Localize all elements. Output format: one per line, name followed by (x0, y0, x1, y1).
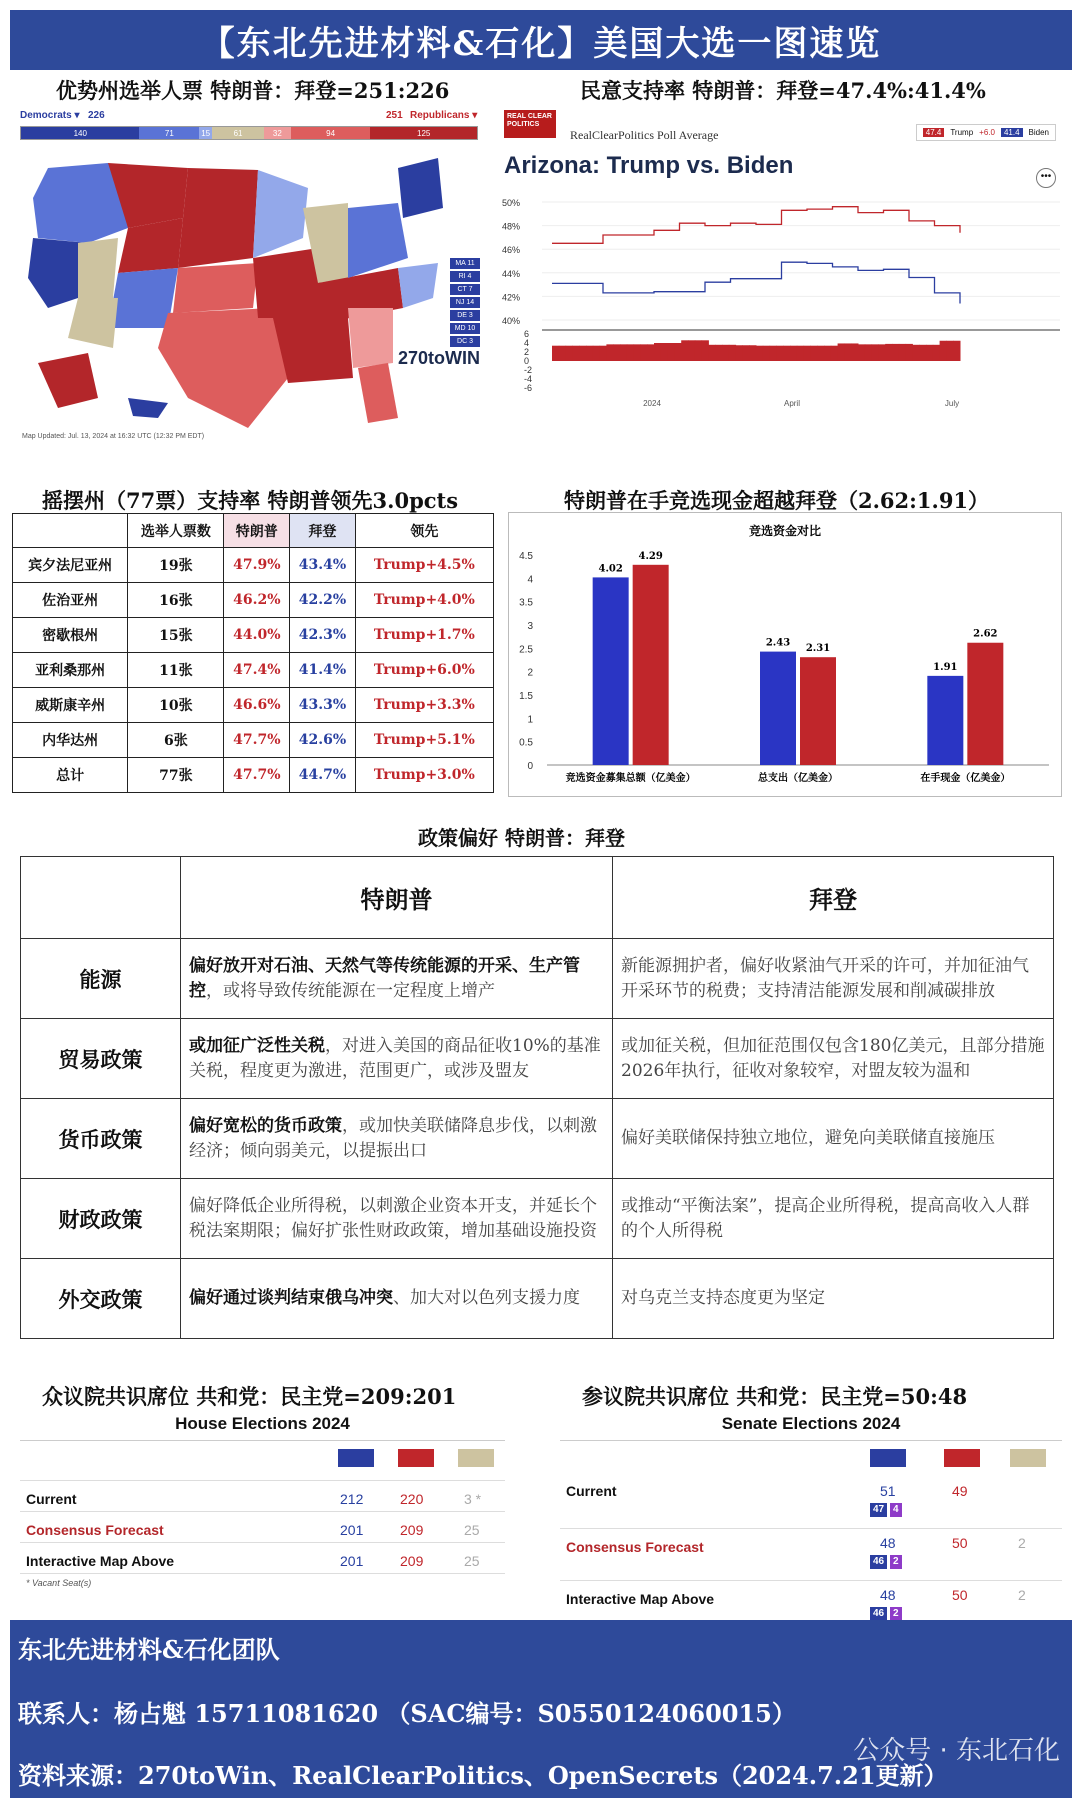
lead-bar (742, 345, 749, 361)
lead-bar (878, 344, 885, 361)
state-name: 密歇根州 (13, 618, 128, 653)
funds-bar-label: 2.62 (973, 628, 998, 640)
policy-header-empty (21, 857, 181, 939)
trump-share: 47.7% (224, 723, 290, 758)
other-swatch (458, 1449, 494, 1467)
trump-policy (181, 939, 613, 1019)
lead-bar (838, 343, 845, 361)
biden-share: 44.7% (290, 758, 356, 793)
biden-policy: 或推动“平衡法案”，提高企业所得税，提高高收入人群的个人所得税 (613, 1179, 1054, 1259)
ind-caucus-seats: 2 (890, 1607, 902, 1621)
trump-share: 44.0% (224, 618, 290, 653)
lead-ytick: 6 (524, 329, 530, 339)
lead-bar (899, 344, 906, 361)
poll-xtick: April (783, 399, 801, 408)
lead-value: Trump+5.1% (355, 723, 493, 758)
funds-ytick: 0 (527, 761, 533, 772)
rep-seats: 50 (952, 1587, 968, 1603)
header-votes: 选举人票数 (128, 514, 224, 548)
small-state-md[interactable]: MD 10 (450, 323, 480, 334)
lead-bar (824, 346, 831, 361)
biden-policy: 新能源拥护者，偏好收紧油气开采的许可，并加征油气开采环节的税费；支持清洁能源发展和削减碳排放 (613, 939, 1054, 1019)
funds-ytick: 2 (527, 667, 533, 679)
table-row-total (13, 758, 494, 793)
trump-policy-key: 偏好宽松的货币政策 (189, 1115, 342, 1136)
table-row (13, 583, 494, 618)
lead-ytick: 2 (524, 347, 530, 357)
policy-row (21, 1019, 1054, 1099)
table-row (13, 653, 494, 688)
dem-caucus-seats: 46 (870, 1555, 887, 1569)
lead-bar (620, 344, 627, 361)
lead-bar (804, 346, 811, 361)
state-name: 内华达州 (13, 723, 128, 758)
state-name: 宾夕法尼亚州 (13, 548, 128, 583)
row-name: Current (26, 1491, 77, 1507)
other-seats: 2 (1018, 1535, 1026, 1551)
rep-swatch (944, 1449, 980, 1467)
lead-bar (552, 346, 559, 361)
house-row-interactive (20, 1543, 505, 1574)
policy-header-trump: 特朗普 (181, 857, 613, 939)
row-name: Interactive Map Above (26, 1553, 175, 1569)
rep-label[interactable]: Republicans ▾ (410, 110, 478, 121)
rcp-logo: REAL CLEAR POLITICS (504, 110, 556, 138)
lead-bar (906, 344, 913, 361)
state-votes: 16张 (128, 583, 224, 618)
state-votes: 6张 (128, 723, 224, 758)
poll-line-chart (500, 192, 1070, 452)
senate-chart-title: Senate Elections 2024 (560, 1414, 1062, 1441)
lead-bar (912, 345, 919, 361)
legend-biden: Biden (1028, 128, 1049, 137)
funds-chart-panel (508, 512, 1062, 797)
lead-bar (872, 344, 879, 361)
dem-seats: 48 (880, 1587, 896, 1603)
funds-category-label: 竞选资金募集总额（亿美金） (565, 773, 696, 784)
lead-bar (715, 345, 722, 361)
lead-bar (613, 344, 620, 361)
lead-bar (627, 344, 634, 361)
rep-swatch (398, 1449, 434, 1467)
lead-bar (933, 345, 940, 361)
senate-elections-panel (560, 1414, 1062, 1633)
footer-source: 资料来源：270toWin、RealClearPolitics、OpenSecrets（2024.7.21更新） (18, 1761, 948, 1790)
trump-share: 46.2% (224, 583, 290, 618)
policy-row (21, 1259, 1054, 1339)
other-seats: 3 * (464, 1491, 482, 1507)
funds-ytick: 0.5 (519, 737, 533, 749)
funds-ytick: 4.5 (519, 551, 533, 562)
state-votes: 11张 (128, 653, 224, 688)
funds-ytick: 2.5 (519, 644, 533, 656)
electoral-map (18, 108, 488, 438)
policy-header (21, 857, 1054, 939)
lead-bar (722, 345, 729, 361)
biden-policy: 偏好美联储保持独立地位，避免向美联储直接施压 (613, 1099, 1054, 1179)
lead-bar (640, 344, 647, 361)
dem-seats: 212 (340, 1491, 364, 1507)
house-section-title: 众议院共识席位 共和党：民主党=209:201 (42, 1384, 457, 1409)
header-trump: 特朗普 (224, 514, 290, 548)
lead-bar (586, 346, 593, 361)
more-options-button[interactable]: ••• (1036, 168, 1056, 188)
lead-bar (851, 343, 858, 361)
small-state-ct[interactable]: CT 7 (450, 284, 480, 295)
policy-row (21, 939, 1054, 1019)
biden-share: 41.4% (290, 653, 356, 688)
lead-bar (579, 346, 586, 361)
lead-ytick: -2 (524, 365, 533, 375)
dem-swatch (338, 1449, 374, 1467)
biden-share: 43.3% (290, 688, 356, 723)
rep-seats: 209 (400, 1553, 424, 1569)
senate-section-title: 参议院共识席位 共和党：民主党=50:48 (582, 1384, 968, 1409)
poll-ytick: 40% (502, 316, 521, 326)
house-legend-row (20, 1441, 505, 1481)
rep-seats: 49 (952, 1483, 968, 1499)
poll-ytick: 42% (502, 292, 521, 303)
poll-ytick: 48% (502, 221, 521, 232)
trump-policy (181, 1099, 613, 1179)
lead-bar (647, 344, 654, 361)
lead-ytick: 4 (524, 338, 530, 348)
funds-bar-trump (967, 643, 1003, 765)
state-votes: 10张 (128, 688, 224, 723)
poll-xtick: July (944, 399, 960, 408)
header-lead: 领先 (355, 514, 493, 548)
policy-section-title: 政策偏好 特朗普：拜登 (418, 826, 625, 850)
trump-policy-key: 偏好放开对石油、天然气等传统能源的开采、生产管控 (189, 955, 580, 1001)
house-row-forecast (20, 1512, 505, 1543)
swing-section-title: 摇摆州（77票）支持率 特朗普领先3.0pcts (42, 488, 459, 513)
biden-share: 42.6% (290, 723, 356, 758)
small-state-ri[interactable]: RI 4 (450, 271, 480, 282)
legend-trump-value: 47.4 (923, 128, 945, 137)
trump-policy (181, 1179, 613, 1259)
ev-seg-likely-rep: 94 (291, 127, 371, 139)
ev-seg-likely-dem: 71 (139, 127, 199, 139)
funds-ytick: 3.5 (519, 597, 533, 609)
trump-policy (181, 1019, 613, 1099)
funds-ytick: 1 (527, 714, 533, 726)
lead-bar (844, 343, 851, 361)
trump-share: 47.7% (224, 758, 290, 793)
lead-bar (736, 345, 743, 361)
policy-category: 贸易政策 (21, 1019, 181, 1099)
trump-policy-rest: ，对进入美国的商品征收10%的基准关税，程度更为激进，范围更广，或涉及盟友 (189, 1035, 601, 1081)
poll-line-biden (552, 262, 960, 303)
footer-team: 东北先进材料&石化团队 (18, 1635, 280, 1664)
lead-bar (559, 346, 566, 361)
vacant-note: * Vacant Seat(s) (26, 1578, 92, 1588)
policy-category: 财政政策 (21, 1179, 181, 1259)
state-name: 总计 (13, 758, 128, 793)
funds-bar-label: 4.29 (638, 550, 663, 562)
row-name[interactable]: Consensus Forecast (566, 1539, 704, 1555)
ev-seg-lean-rep: 32 (264, 127, 291, 139)
small-state-ma[interactable]: MA 11 (450, 258, 480, 269)
trump-share: 47.4% (224, 653, 290, 688)
map-section-title: 优势州选举人票 特朗普：拜登=251:226 (56, 78, 450, 103)
ev-seg-lean-dem: 15 (199, 127, 212, 139)
small-states-list (450, 258, 480, 349)
ev-seg-tossup: 61 (212, 127, 264, 139)
biden-policy: 或加征关税，但加征范围仅包含180亿美元，且部分措施2026年执行，征收对象较窄，对盟友较为温和 (613, 1019, 1054, 1099)
lead-bar (865, 344, 872, 361)
header-state (13, 514, 128, 548)
funds-ytick: 3 (527, 621, 533, 632)
lead-ytick: 0 (524, 356, 530, 366)
dem-seats: 201 (340, 1522, 364, 1538)
lead-bar (674, 343, 681, 361)
trump-policy (181, 1259, 613, 1339)
poll-section-title: 民意支持率 特朗普：拜登=47.4%:41.4% (580, 78, 986, 103)
poll-chart-title: Arizona: Trump vs. Biden (504, 152, 794, 179)
trump-policy-rest: ，或加快美联储降息步伐，以刺激经济；倾向弱美元，以提振出口 (189, 1115, 597, 1161)
table-row (13, 688, 494, 723)
dem-seats: 51 (880, 1483, 896, 1499)
lead-bar (654, 343, 661, 361)
dem-seats: 201 (340, 1553, 364, 1569)
lead-bar (919, 345, 926, 361)
other-seats: 2 (1018, 1587, 1026, 1603)
poll-legend (916, 124, 1056, 141)
house-row-current (20, 1481, 505, 1512)
row-name: Interactive Map Above (566, 1591, 715, 1607)
rep-value: 251 (386, 110, 403, 121)
lead-bar (926, 345, 933, 361)
house-elections-panel (20, 1414, 505, 1592)
poll-ytick: 50% (502, 198, 521, 208)
funds-bar-biden (760, 652, 796, 765)
poll-ytick: 44% (502, 268, 521, 279)
other-seats: 25 (464, 1522, 480, 1538)
funds-bar-trump (633, 565, 669, 765)
lead-value: Trump+4.5% (355, 548, 493, 583)
swing-state-table (12, 513, 494, 793)
lead-value: Trump+3.3% (355, 688, 493, 723)
funds-section-title: 特朗普在手竞选现金超越拜登（2.62:1.91） (564, 488, 990, 513)
biden-share: 42.2% (290, 583, 356, 618)
legend-biden-value: 41.4 (1001, 128, 1023, 137)
funds-bar-biden (927, 676, 963, 765)
lead-bar (817, 346, 824, 361)
map-updated-note: Map Updated: Jul. 13, 2024 at 16:32 UTC (12:32 PM EDT) (22, 433, 205, 440)
biden-policy: 对乌克兰支持态度更为坚定 (613, 1259, 1054, 1339)
lead-bar (566, 346, 573, 361)
legend-trump-lead: +6.0 (979, 128, 995, 137)
lead-bar (749, 345, 756, 361)
row-name: Current (566, 1483, 617, 1499)
lead-value: Trump+6.0% (355, 653, 493, 688)
us-map-graphic (18, 148, 488, 438)
trump-share: 46.6% (224, 688, 290, 723)
small-state-dc[interactable]: DC 3 (450, 336, 480, 347)
funds-category-label: 总支出（亿美金） (758, 773, 838, 784)
rep-seats: 50 (952, 1535, 968, 1551)
dem-seats: 48 (880, 1535, 896, 1551)
lead-value: Trump+1.7% (355, 618, 493, 653)
policy-row (21, 1179, 1054, 1259)
lead-bar (634, 344, 641, 361)
270towin-logo: 270toWIN (398, 348, 481, 368)
funds-bar-label: 1.91 (933, 661, 958, 673)
lead-bar (810, 346, 817, 361)
dem-label[interactable]: Democrats ▾ (20, 110, 80, 121)
poll-subtitle: RealClearPolitics Poll Average (570, 128, 719, 142)
lead-value: Trump+3.0% (355, 758, 493, 793)
ind-caucus-seats: 2 (890, 1555, 902, 1569)
senate-row-current (560, 1477, 1062, 1529)
funds-ytick: 1.5 (519, 691, 533, 702)
poll-chart-panel (500, 108, 1070, 448)
policy-category: 货币政策 (21, 1099, 181, 1179)
lead-bar (776, 346, 783, 361)
state-name: 威斯康辛州 (13, 688, 128, 723)
funds-bar-trump (800, 657, 836, 765)
lead-bar (892, 344, 899, 361)
state-votes: 15张 (128, 618, 224, 653)
lead-bar (729, 345, 736, 361)
lead-bar (593, 346, 600, 361)
poll-xtick: 2024 (643, 399, 661, 408)
lead-bar (831, 346, 838, 361)
trump-policy-rest: 、加大对以色列支援力度 (393, 1288, 580, 1308)
lead-bar (797, 346, 804, 361)
funds-bar-label: 2.31 (805, 643, 831, 655)
lead-ytick: -6 (524, 383, 533, 393)
poll-line-trump (552, 207, 960, 244)
electoral-vote-bar (20, 126, 478, 140)
trump-share: 47.9% (224, 548, 290, 583)
row-name[interactable]: Consensus Forecast (26, 1522, 164, 1538)
rep-seats: 209 (400, 1522, 424, 1538)
lead-bar (770, 346, 777, 361)
state-votes: 77张 (128, 758, 224, 793)
dem-caucus-seats: 47 (870, 1503, 887, 1517)
footer-contact: 联系人：杨占魁 15711081620 （SAC编号：S0550124060015） (18, 1699, 796, 1728)
lead-bar (953, 341, 960, 361)
policy-header-biden: 拜登 (613, 857, 1054, 939)
other-swatch (1010, 1449, 1046, 1467)
funds-bar-label: 2.43 (765, 637, 791, 649)
lead-bar (695, 340, 702, 361)
small-state-de[interactable]: DE 3 (450, 310, 480, 321)
table-row (13, 548, 494, 583)
lead-bar (940, 341, 947, 361)
biden-share: 43.4% (290, 548, 356, 583)
house-chart-title: House Elections 2024 (20, 1414, 505, 1441)
footer (10, 1620, 1072, 1798)
senate-legend-row (560, 1441, 1062, 1477)
dem-value: 226 (88, 110, 105, 121)
swing-table-header (13, 514, 494, 548)
ind-caucus-seats: 4 (890, 1503, 902, 1517)
dem-caucus-seats: 46 (870, 1607, 887, 1621)
lead-bar (681, 340, 688, 361)
lead-bar (756, 346, 763, 361)
table-row (13, 618, 494, 653)
funds-chart-title: 竞选资金对比 (748, 524, 822, 538)
funds-bar-biden (593, 577, 629, 765)
state-name: 亚利桑那州 (13, 653, 128, 688)
policy-category: 能源 (21, 939, 181, 1019)
table-row (13, 723, 494, 758)
state-votes: 19张 (128, 548, 224, 583)
senate-row-forecast (560, 1529, 1062, 1581)
policy-row (21, 1099, 1054, 1179)
lead-bar (858, 344, 865, 361)
other-seats: 25 (464, 1553, 480, 1569)
trump-policy-key: 偏好通过谈判结束俄乌冲突 (189, 1288, 393, 1308)
wechat-watermark: 公众号 · 东北石化 (853, 1736, 1060, 1766)
lead-value: Trump+4.0% (355, 583, 493, 618)
funds-category-label: 在手现金（亿美金） (920, 773, 1011, 784)
dem-swatch (870, 1449, 906, 1467)
trump-policy-key: 或加征广泛性关税 (189, 1035, 325, 1056)
biden-share: 42.3% (290, 618, 356, 653)
lead-bar (702, 340, 709, 361)
rep-seats: 220 (400, 1491, 424, 1507)
lead-bar (885, 344, 892, 361)
ev-seg-safe-dem: 140 (21, 127, 139, 139)
poll-ytick: 46% (502, 245, 521, 256)
lead-bar (572, 346, 579, 361)
funds-bar-label: 4.02 (598, 563, 623, 575)
policy-table (20, 856, 1054, 1339)
trump-policy-rest: 偏好降低企业所得税，以刺激企业资本开支，并延长个税法案期限；偏好扩张性财政政策，增加基础设施投资 (189, 1195, 597, 1241)
banner-title: 【东北先进材料&石化】美国大选一图速览 (10, 10, 1072, 70)
lead-bar (763, 346, 770, 361)
lead-bar (708, 345, 715, 361)
funds-ytick: 4 (527, 574, 533, 586)
trump-policy-rest: ，或将导致传统能源在一定程度上增产 (206, 980, 495, 1001)
lead-bar (783, 346, 790, 361)
lead-bar (600, 346, 607, 361)
header-biden: 拜登 (290, 514, 356, 548)
ev-seg-safe-rep: 125 (370, 127, 477, 139)
small-state-nj[interactable]: NJ 14 (450, 297, 480, 308)
lead-bar (790, 346, 797, 361)
lead-bar (946, 341, 953, 361)
lead-bar (688, 340, 695, 361)
state-name: 佐治亚州 (13, 583, 128, 618)
lead-ytick: -4 (524, 374, 533, 384)
lead-bar (668, 343, 675, 361)
policy-category: 外交政策 (21, 1259, 181, 1339)
lead-bar (606, 344, 613, 361)
lead-bar (661, 343, 668, 361)
legend-trump: Trump (950, 128, 974, 137)
funds-bar-chart (509, 513, 1061, 796)
